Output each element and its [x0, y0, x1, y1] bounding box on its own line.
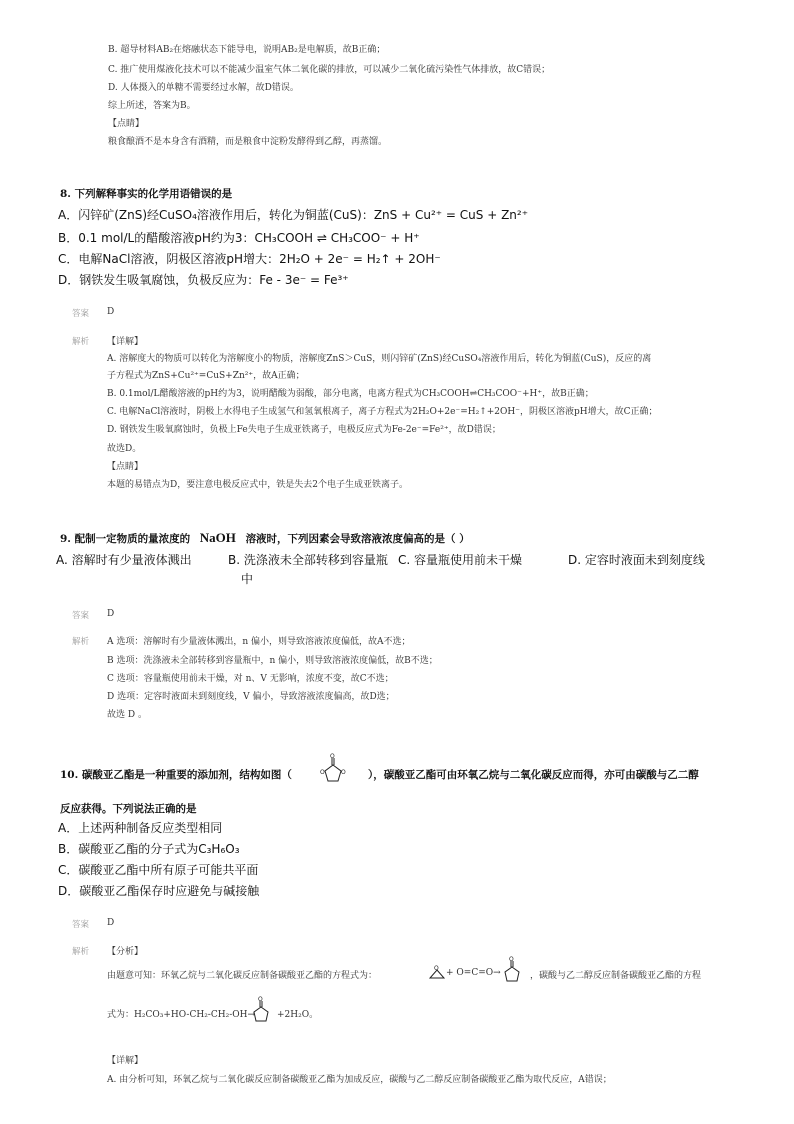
q10-answer: D [107, 918, 115, 928]
q10-detail-a: A. 由分析可知，环氧乙烷与二氧化碳反应制备碳酸亚乙酯为加成反应，碳酸与乙二醇反应制备碳酸亚乙酯为取代反应，A错误； [107, 1075, 612, 1085]
q8-select: 故选D。 [107, 444, 142, 454]
ethylene-carbonate-product2-icon [246, 995, 276, 1027]
q10-answer-label: 答案 [72, 920, 90, 930]
q10-analysis-line2: 式为：H₂CO₃+HO-CH₂-CH₂-OH→ [107, 1010, 256, 1020]
q9-detail-b: B 选项：洗涤液未全部转移到容量瓶中，n 偏小，则导致溶液浓度偏低，故B不选； [107, 656, 438, 666]
ethylene-carbonate-product-icon [497, 955, 527, 987]
svg-text:O: O [320, 769, 325, 776]
svg-text:O: O [330, 753, 335, 760]
q10-option-c: C．碳酸亚乙酯中所有原子可能共平面 [58, 863, 259, 877]
q10-analysis-line2-end: +2H₂O。 [277, 1010, 319, 1020]
svg-text:O: O [258, 996, 263, 1003]
q10-option-b: B．碳酸亚乙酯的分子式为C₃H₆O₃ [58, 842, 240, 856]
svg-text:O: O [434, 965, 439, 972]
prev-analysis-b: B. 超导材料AB₂在熔融状态下能导电，说明AB₂是电解质，故B正确； [108, 45, 386, 55]
svg-text:O: O [341, 769, 346, 776]
prev-analysis-d: D. 人体摄入的单糖不需要经过水解，故D错误。 [108, 83, 299, 93]
q8-tip: 本题的易错点为D，要注意电极反应式中，铁是失去2个电子生成亚铁离子。 [107, 480, 408, 490]
q10-analysis-eq1: + O=C=O→ [446, 968, 501, 978]
prev-analysis-c: C. 推广使用煤液化技术可以不能减少温室气体二氧化碳的排放，可以减少二氧化硫污染性气体排放，故C错误； [108, 65, 551, 75]
q8-option-d: D．钢铁发生吸氧腐蚀，负极反应为：Fe - 3e⁻ = Fe³⁺ [58, 273, 349, 287]
q8-detail-c: C. 电解NaCl溶液时，阴极上水得电子生成氢气和氢氧根离子，离子方程式为2H₂O+2e⁻=H₂↑+2OH⁻，阴极区溶液pH增大，故C正确； [107, 407, 658, 417]
q9-option-b: B. 洗涤液未全部转移到容量瓶 [228, 553, 388, 567]
q10-option-a: A．上述两种制备反应类型相同 [58, 821, 223, 835]
q8-option-b: B．0.1 mol/L的醋酸溶液pH约为3：CH₃COOH ⇌ CH₃COO⁻ + H⁺ [58, 231, 420, 245]
q8-answer-label: 答案 [72, 309, 90, 319]
q8-option-a: A．闪锌矿(ZnS)经CuSO₄溶液作用后，转化为铜蓝(CuS)：ZnS + Cu²⁺ = CuS + Zn²⁺ [58, 208, 529, 222]
q8-stem: 8. 下列解释事实的化学用语错误的是 [60, 188, 233, 200]
q9-stem [60, 530, 470, 546]
q9-detail-a: A 选项：溶解时有少量液体溅出，n 偏小，则导致溶液浓度偏低，故A不选； [107, 637, 411, 647]
q9-select: 故选 D 。 [107, 710, 147, 720]
q8-analysis-label: 解析 [72, 337, 90, 347]
q10-analysis-line1: 由题意可知：环氧乙烷与二氧化碳反应制备碳酸亚乙酯的方程式为： [107, 971, 378, 981]
svg-text:O: O [509, 956, 514, 963]
ethylene-carbonate-structure-icon [316, 752, 350, 786]
q8-option-c: C．电解NaCl溶液，阴极区溶液pH增大：2H₂O + 2e⁻ = H₂↑ + 2OH⁻ [58, 252, 441, 266]
q8-detail-b: B. 0.1mol/L醋酸溶液的pH约为3，说明醋酸为弱酸，部分电离，电离方程式为CH₃COOH⇌CH₃COO⁻+H⁺，故B正确； [107, 389, 594, 399]
q8-tip-tag: 【点睛】 [107, 462, 144, 472]
prev-summary: 综上所述，答案为B。 [108, 101, 196, 111]
q8-detail-tag: 【详解】 [107, 337, 144, 347]
q9-detail-d: D 选项：定容时液面未到刻度线，V 偏小，导致溶液浓度偏高，故D选； [107, 692, 395, 702]
q8-answer: D [107, 307, 115, 317]
q8-detail-a1: A. 溶解度大的物质可以转化为溶解度小的物质，溶解度ZnS＞CuS，则闪锌矿(ZnS)经CuSO₄溶液作用后，转化为铜蓝(CuS)，反应的离 [107, 354, 652, 364]
q9-option-a: A. 溶解时有少量液体溅出 [56, 553, 192, 567]
q8-detail-d: D. 钢铁发生吸氧腐蚀时，负极上Fe失电子生成亚铁离子，电极反应式为Fe-2e⁻=Fe²⁺，故D错误； [107, 425, 501, 435]
q10-stem-line2: 反应获得。下列说法正确的是 [60, 803, 197, 815]
q9-option-b-cont: 中 [241, 572, 254, 586]
q10-stem-line1: 10. 碳酸亚乙酯是一种重要的添加剂，结构如图（ [60, 769, 292, 781]
q8-detail-a2: 子方程式为ZnS+Cu²⁺=CuS+Zn²⁺，故A正确； [107, 371, 305, 381]
q9-answer-label: 答案 [72, 611, 90, 621]
q9-option-c: C. 容量瓶使用前未干燥 [398, 553, 523, 567]
q10-analysis-line1-end: ，碳酸与乙二醇反应制备碳酸亚乙酯的方程 [530, 971, 702, 981]
q9-stem-part2: 溶液时，下列因素会导致溶液浓度偏高的是（ ） [245, 533, 470, 545]
q9-analysis-label: 解析 [72, 637, 90, 647]
prev-tip-tag: 【点睛】 [108, 119, 145, 129]
epoxide-structure-icon [427, 964, 447, 982]
q10-analysis-label: 解析 [72, 947, 90, 957]
q10-analysis-tag: 【分析】 [107, 947, 144, 957]
q10-stem-line1b: ），碳酸亚乙酯可由环氧乙烷与二氧化碳反应而得，亦可由碳酸与乙二醇 [368, 769, 699, 781]
q9-option-d: D. 定容时液面未到刻度线 [568, 553, 705, 567]
q9-answer: D [107, 609, 115, 619]
q9-stem-naoh: NaOH [199, 530, 236, 545]
q9-detail-c: C 选项：容量瓶使用前未干燥，对 n、V 无影响，浓度不变，故C不选； [107, 674, 394, 684]
q9-stem-part1: 9. 配制一定物质的量浓度的 [60, 533, 191, 545]
q10-detail-tag: 【详解】 [107, 1056, 144, 1066]
prev-tip: 粮食酿酒不是本身含有酒精，而是粮食中淀粉发酵得到乙醇，再蒸馏。 [108, 137, 388, 147]
q10-option-d: D．碳酸亚乙酯保存时应避免与碱接触 [58, 884, 260, 898]
